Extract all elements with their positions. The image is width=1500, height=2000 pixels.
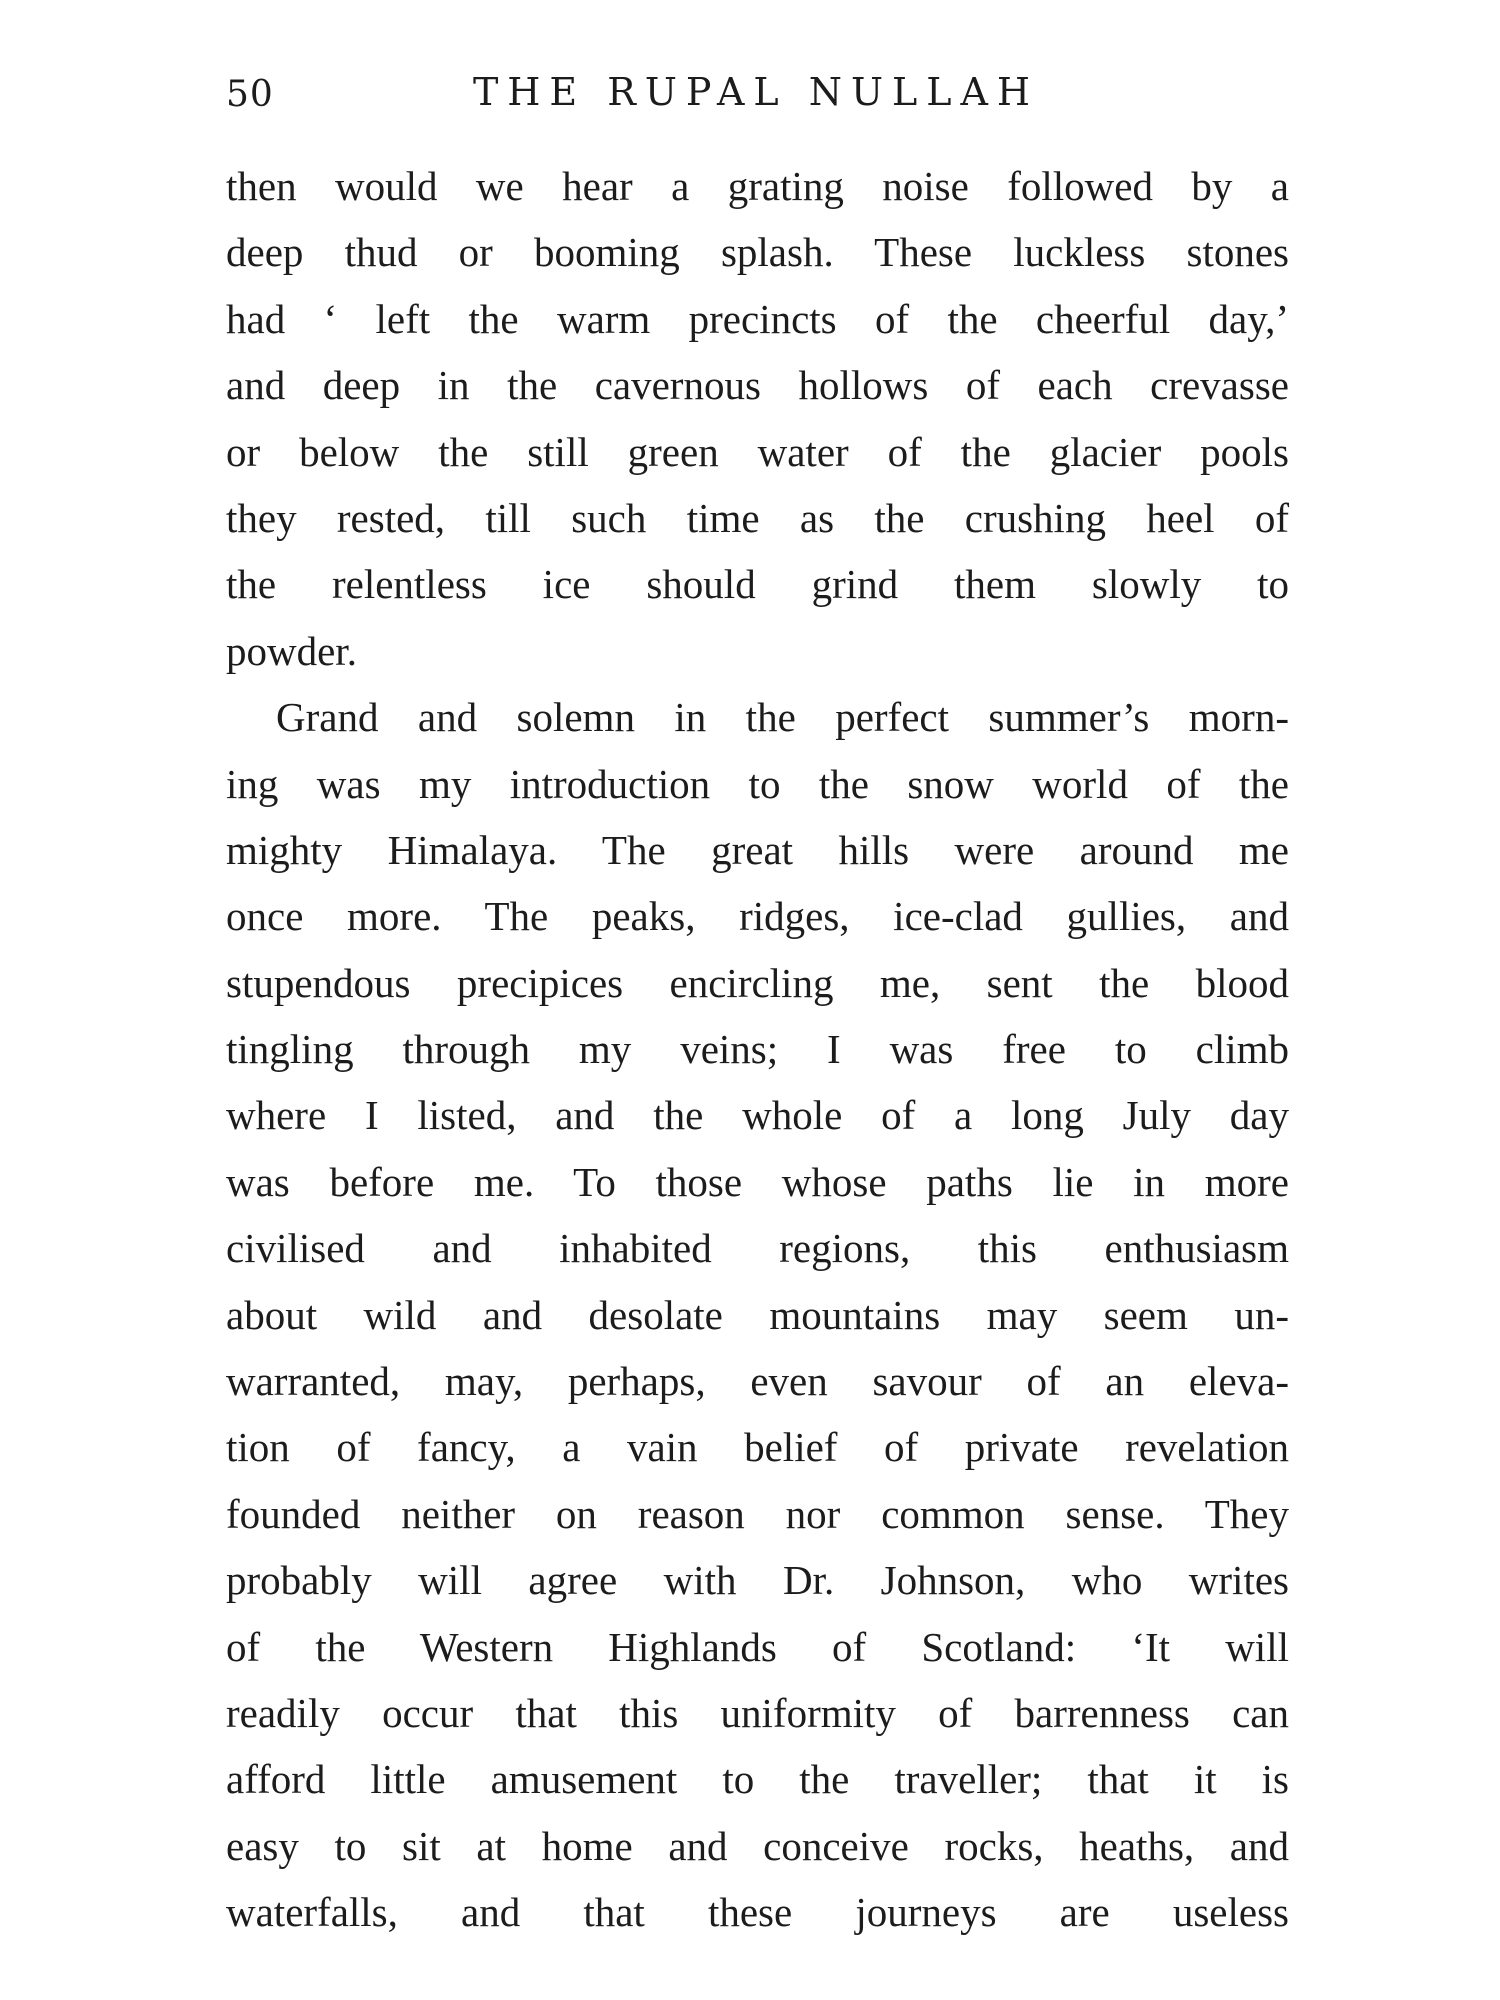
- text-line: waterfalls, and that these journeys are useless: [226, 1889, 1289, 1936]
- text-line: civilised and inhabited regions, this enthusiasm: [226, 1225, 1289, 1272]
- text-line: probably will agree with Dr. Johnson, who writes: [226, 1557, 1289, 1604]
- text-line: deep thud or booming splash. These luckless stones: [226, 229, 1289, 276]
- text-line: powder.: [226, 627, 357, 674]
- text-line: had ‘ left the warm precincts of the cheerful day,’: [226, 295, 1289, 342]
- text-line: stupendous precipices encircling me, sent the blood: [226, 959, 1289, 1006]
- paragraph: [226, 684, 1289, 1945]
- text-line: or below the still green water of the glacier pools: [226, 428, 1289, 475]
- text-line: ing was my introduction to the snow world of the: [226, 760, 1289, 807]
- text-line: easy to sit at home and conceive rocks, heaths, and: [226, 1822, 1289, 1869]
- text-line: the relentless ice should grind them slowly to: [226, 561, 1289, 608]
- text-line: mighty Himalaya. The great hills were around me: [226, 826, 1289, 873]
- text-line: then would we hear a grating noise followed by a: [226, 163, 1289, 209]
- body-text: [226, 153, 1289, 1946]
- running-head: THE RUPAL NULLAH: [472, 70, 1040, 114]
- text-line: once more. The peaks, ridges, ice-clad gullies, and: [226, 893, 1289, 940]
- text-line: about wild and desolate mountains may seem un-: [226, 1291, 1289, 1338]
- text-line: they rested, till such time as the crushing heel of: [226, 494, 1289, 541]
- text-line: afford little amusement to the traveller; that it is: [226, 1756, 1289, 1803]
- text-line: and deep in the cavernous hollows of each crevasse: [226, 362, 1289, 409]
- text-line: warranted, may, perhaps, even savour of an eleva-: [226, 1358, 1289, 1405]
- text-line: founded neither on reason nor common sense. They: [226, 1490, 1289, 1537]
- text-line: readily occur that this uniformity of barrenness can: [226, 1689, 1289, 1736]
- page-header: [226, 70, 1286, 130]
- page-number: 50: [226, 74, 274, 115]
- paragraph: [226, 153, 1289, 684]
- text-line: tion of fancy, a vain belief of private revelation: [226, 1424, 1289, 1471]
- text-line: where I listed, and the whole of a long July day: [226, 1092, 1289, 1139]
- text-line: of the Western Highlands of Scotland: ‘It will: [226, 1623, 1289, 1670]
- text-line: Grand and solemn in the perfect summer’s morn-: [276, 694, 1289, 741]
- text-line: was before me. To those whose paths lie in more: [226, 1158, 1289, 1205]
- text-line: tingling through my veins; I was free to climb: [226, 1026, 1289, 1073]
